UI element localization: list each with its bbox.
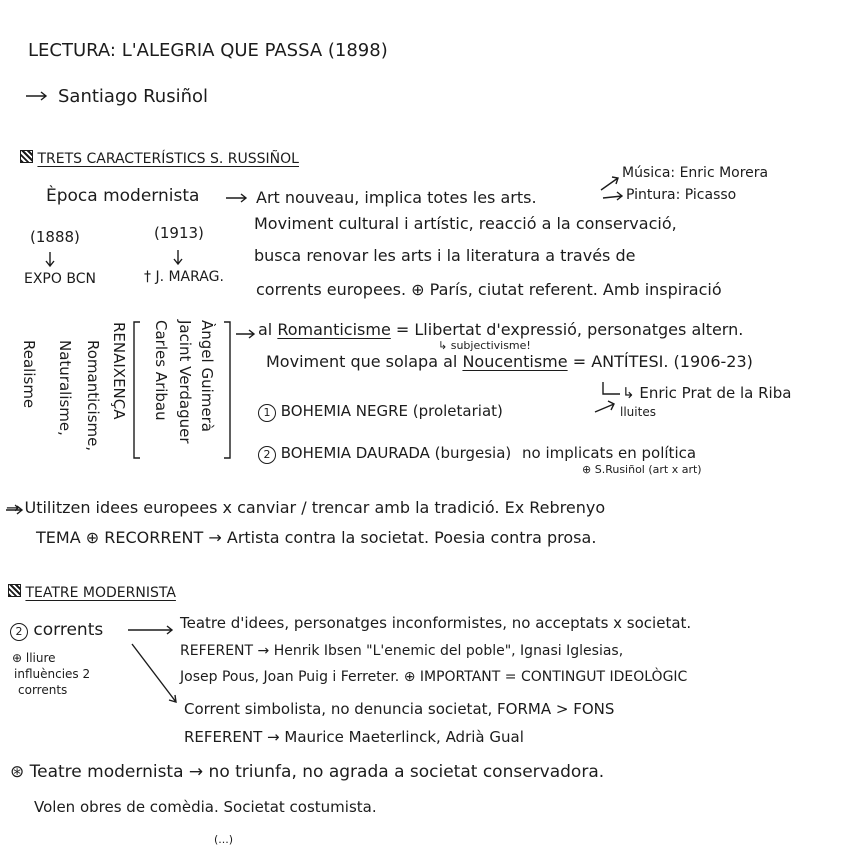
lluites-note: lluites — [620, 405, 656, 419]
antitesi-word: = ANTÍTESI. — [572, 352, 669, 371]
subjectivisme-note: ↳ subjectivisme! — [438, 339, 531, 352]
arrow-author — [26, 92, 46, 100]
year-right: (1913) — [154, 224, 204, 242]
teatre-line-2: REFERENT → Henrik Ibsen "L'enemic del poble", Ignasi Iglesias, — [180, 643, 624, 659]
vertical-name-guimera: Àngel Guimerà — [198, 320, 216, 432]
arrow-lluites — [595, 401, 614, 412]
noucentisme-word: Noucentisme — [462, 352, 568, 371]
teatre-line-5: REFERENT → Maurice Maeterlinck, Adrià Gual — [184, 728, 524, 746]
author-name: Santiago Rusiñol — [58, 86, 209, 107]
painting-note: Pintura: Picasso — [626, 187, 737, 203]
epoca-label: Època modernista — [46, 186, 200, 206]
vertical-name-verdaguer: Jacint Verdaguer — [176, 320, 194, 444]
art-nouveau-line: Art nouveau, implica totes les arts. — [256, 188, 537, 207]
arrow-pintura — [603, 192, 622, 200]
checkbox-icon — [20, 150, 33, 163]
final-line-1: ⊛ Teatre modernista → no triunfa, no agrada a societat conservadora. — [10, 762, 605, 782]
page-title: LECTURA: L'ALEGRIA QUE PASSA (1898) — [28, 40, 388, 61]
arrow-romanticisme — [236, 330, 254, 338]
vertical-realisme: Realisme — [20, 340, 38, 409]
vertical-renaixenca: RENAIXENÇA — [110, 322, 128, 420]
checkbox-icon — [8, 584, 21, 597]
side-note-1: ⊕ lliure — [12, 651, 56, 665]
side-note-2: influències 2 — [14, 667, 91, 681]
teatre-line-4: Corrent simbolista, no denuncia societat, FORMA > FONS — [184, 700, 615, 718]
side-note-3: corrents — [18, 683, 68, 697]
arrow-epoca — [226, 194, 246, 202]
prat-note: ↳ Enric Prat de la Riba — [622, 384, 792, 402]
noucentisme-line: Moviment que solapa al Noucentisme = ANTÍTESI. (1906-23) — [266, 352, 753, 371]
arrow-year-right — [174, 250, 182, 264]
bohemia-daurada: 2 BOHEMIA DAURADA (burgesia) no implicats en política — [258, 446, 696, 464]
romanticisme-word: Romanticisme — [277, 320, 391, 339]
bracket-right — [224, 322, 230, 458]
number-2-icon: 2 — [10, 623, 28, 641]
body-line-3: corrents europees. ⊕ París, ciutat referent. Amb inspiració — [256, 280, 722, 299]
arrow-year-left — [46, 252, 54, 266]
vertical-name-aribau: Carles Aribau — [152, 320, 170, 421]
romanticisme-line: al Romanticisme = Llibertat d'expressió, personatges altern. — [258, 320, 744, 339]
cut-off-text: (...) — [214, 833, 234, 846]
final-line-2: Volen obres de comèdia. Societat costumista. — [34, 798, 377, 816]
conclusion-line-1: → Utilitzen idees europees x canviar / trencar amb la tradició. Ex Rebrenyo — [6, 498, 606, 517]
bohemia-negre: 1 BOHEMIA NEGRE (proletariat) — [258, 404, 503, 422]
section-heading-teatre: TEATRE MODERNISTA — [8, 584, 176, 600]
conclusion-line-2: TEMA ⊕ RECORRENT → Artista contra la societat. Poesia contra prosa. — [36, 528, 597, 547]
arrow-musica — [601, 177, 618, 190]
number-1-icon: 1 — [258, 404, 276, 422]
body-line-1: Moviment cultural i artístic, reacció a la conservació, — [254, 214, 677, 233]
bohemia-daurada-sub: ⊕ S.Rusiñol (art x art) — [582, 463, 702, 476]
teatre-line-1: Teatre d'idees, personatges inconformistes, no acceptats x societat. — [180, 614, 692, 632]
arrow-prat — [603, 382, 620, 394]
body-line-2: busca renovar les arts i la literatura a través de — [254, 246, 636, 265]
year-left: (1888) — [30, 228, 80, 246]
vertical-romanticisme: Romanticisme, — [84, 340, 102, 452]
music-note: Música: Enric Morera — [622, 165, 769, 181]
section-heading-trets: TRETS CARACTERÍSTICS S. RUSSIÑOL — [20, 150, 299, 166]
teatre-line-3: Josep Pous, Joan Puig i Ferreter. ⊕ IMPORTANT = CONTINGUT IDEOLÒGIC — [180, 669, 688, 685]
year-right-label: † J. MARAG. — [144, 269, 224, 285]
arrow-corrents-bottom — [132, 644, 176, 702]
bracket-renaixenca — [134, 322, 140, 458]
arrow-corrents-top — [128, 626, 172, 634]
number-2-icon: 2 — [258, 446, 276, 464]
corrents-label: 2 corrents — [10, 622, 103, 641]
year-left-label: EXPO BCN — [24, 271, 96, 287]
vertical-naturalisme: Naturalisme, — [56, 340, 74, 436]
